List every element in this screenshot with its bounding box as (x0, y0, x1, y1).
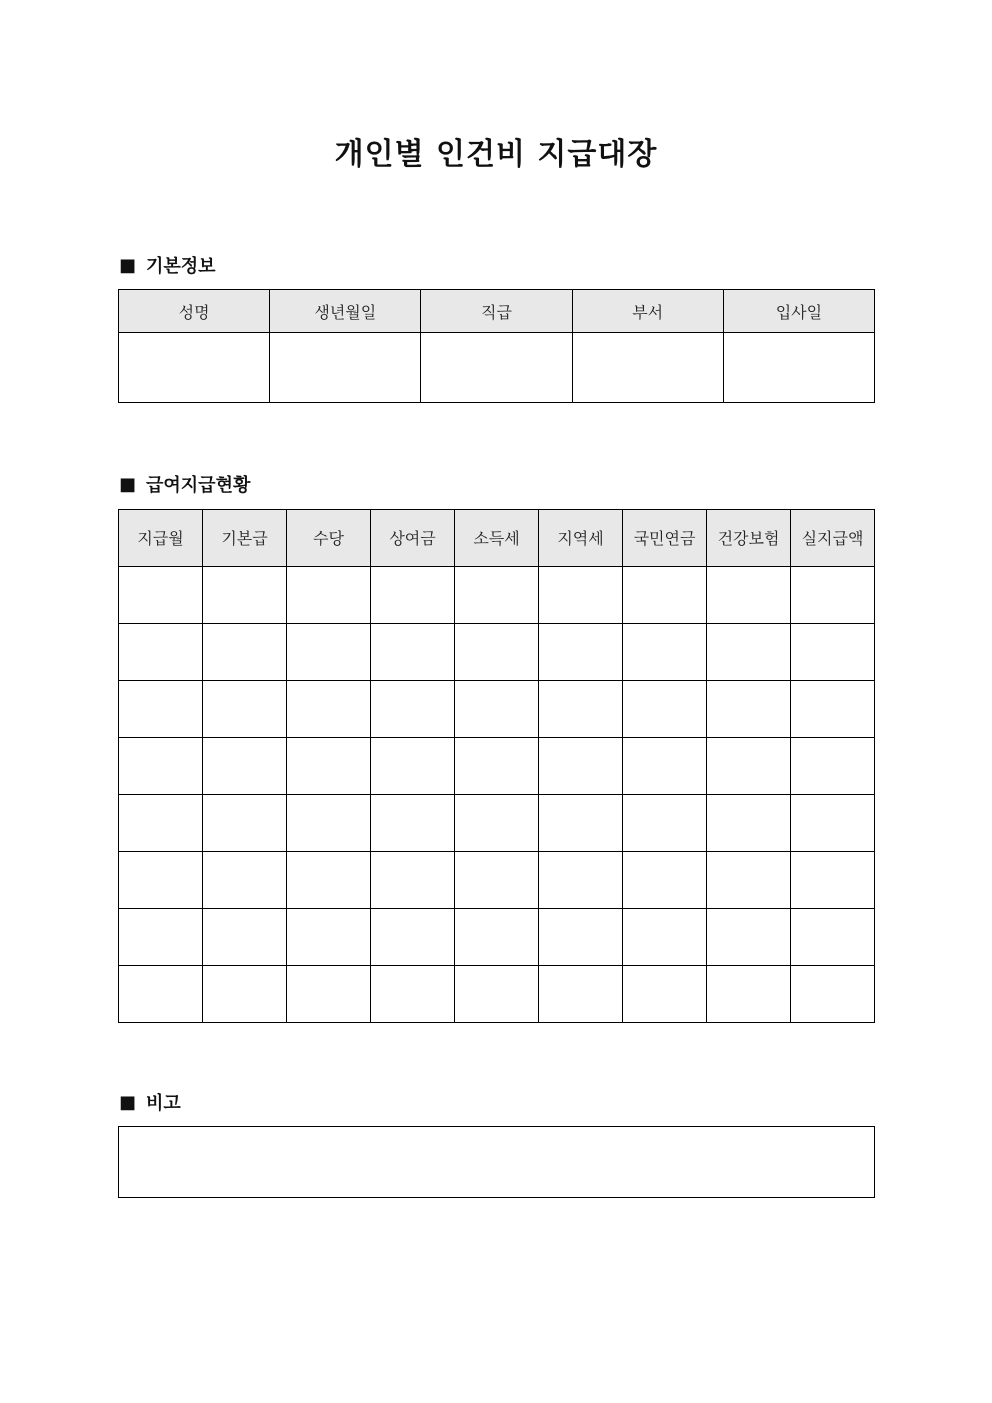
table-cell[interactable] (623, 909, 707, 966)
table-cell[interactable] (203, 852, 287, 909)
header-national-pension: 국민연금 (623, 510, 707, 567)
table-cell[interactable] (203, 624, 287, 681)
table-row (119, 966, 875, 1023)
table-cell[interactable] (287, 567, 371, 624)
header-name: 성명 (119, 290, 270, 333)
table-cell[interactable] (539, 909, 623, 966)
header-department: 부서 (572, 290, 723, 333)
table-cell[interactable] (539, 681, 623, 738)
header-health-insurance: 건강보험 (707, 510, 791, 567)
table-cell[interactable] (539, 966, 623, 1023)
table-row (119, 624, 875, 681)
table-cell[interactable] (707, 852, 791, 909)
header-local-tax: 지역세 (539, 510, 623, 567)
table-cell[interactable] (539, 567, 623, 624)
table-cell[interactable] (203, 567, 287, 624)
table-cell[interactable] (707, 966, 791, 1023)
table-cell[interactable] (707, 909, 791, 966)
basic-info-table (118, 289, 875, 403)
table-cell[interactable] (539, 795, 623, 852)
table-cell[interactable] (287, 738, 371, 795)
table-cell[interactable] (539, 852, 623, 909)
section-pay-status-title: 급여지급현황 (146, 475, 251, 496)
table-cell[interactable] (623, 567, 707, 624)
table-cell[interactable] (119, 681, 203, 738)
header-birthdate: 생년월일 (270, 290, 421, 333)
section-remarks-heading (119, 1089, 181, 1115)
table-cell[interactable] (371, 681, 455, 738)
pay-status-body (119, 567, 875, 1023)
table-cell[interactable] (455, 624, 539, 681)
section-remarks-title: 비고 (146, 1093, 181, 1114)
table-cell[interactable] (539, 624, 623, 681)
header-base-salary: 기본급 (203, 510, 287, 567)
table-cell[interactable] (707, 624, 791, 681)
table-cell[interactable] (203, 909, 287, 966)
header-position: 직급 (421, 290, 572, 333)
table-header-row (119, 290, 875, 333)
table-cell[interactable] (791, 909, 875, 966)
pay-status-table (118, 509, 875, 1023)
table-cell[interactable] (455, 966, 539, 1023)
table-cell[interactable] (791, 624, 875, 681)
table-cell[interactable] (371, 567, 455, 624)
table-cell[interactable] (371, 966, 455, 1023)
table-cell[interactable] (371, 795, 455, 852)
table-cell[interactable] (791, 738, 875, 795)
table-cell[interactable] (791, 966, 875, 1023)
section-pay-status-heading (119, 471, 250, 497)
table-cell[interactable] (203, 738, 287, 795)
header-hire-date: 입사일 (723, 290, 874, 333)
table-cell[interactable] (287, 909, 371, 966)
remarks-box[interactable] (118, 1126, 875, 1198)
document-title: 개인별 인건비 지급대장 (334, 137, 658, 172)
table-cell[interactable] (371, 738, 455, 795)
table-cell[interactable] (203, 966, 287, 1023)
table-row (119, 333, 875, 403)
table-row (119, 738, 875, 795)
header-net-pay: 실지급액 (791, 510, 875, 567)
table-cell[interactable] (203, 795, 287, 852)
table-cell[interactable] (371, 624, 455, 681)
table-cell[interactable] (623, 624, 707, 681)
table-cell[interactable] (119, 738, 203, 795)
cell-birthdate[interactable] (270, 333, 421, 403)
table-cell[interactable] (455, 909, 539, 966)
table-cell[interactable] (707, 681, 791, 738)
table-cell[interactable] (287, 852, 371, 909)
table-row (119, 909, 875, 966)
table-cell[interactable] (119, 966, 203, 1023)
section-basic-info-title: 기본정보 (146, 256, 216, 277)
table-cell[interactable] (455, 795, 539, 852)
table-cell[interactable] (707, 795, 791, 852)
table-cell[interactable] (287, 624, 371, 681)
table-cell[interactable] (287, 966, 371, 1023)
table-cell[interactable] (287, 681, 371, 738)
table-cell[interactable] (455, 567, 539, 624)
table-cell[interactable] (119, 567, 203, 624)
cell-position[interactable] (421, 333, 572, 403)
table-cell[interactable] (623, 966, 707, 1023)
table-cell[interactable] (119, 795, 203, 852)
table-cell[interactable] (623, 681, 707, 738)
table-cell[interactable] (623, 795, 707, 852)
table-cell[interactable] (287, 795, 371, 852)
header-pay-month: 지급월 (119, 510, 203, 567)
table-cell[interactable] (539, 738, 623, 795)
table-cell[interactable] (623, 738, 707, 795)
table-cell[interactable] (119, 624, 203, 681)
table-cell[interactable] (203, 681, 287, 738)
table-row (119, 567, 875, 624)
square-bullet-icon: ■ (119, 1091, 137, 1113)
table-cell[interactable] (119, 909, 203, 966)
table-cell[interactable] (791, 795, 875, 852)
table-row (119, 795, 875, 852)
table-cell[interactable] (707, 738, 791, 795)
table-cell[interactable] (707, 567, 791, 624)
header-income-tax: 소득세 (455, 510, 539, 567)
table-cell[interactable] (791, 852, 875, 909)
cell-hire-date[interactable] (723, 333, 874, 403)
header-allowance: 수당 (287, 510, 371, 567)
table-cell[interactable] (455, 738, 539, 795)
cell-name[interactable] (119, 333, 270, 403)
square-bullet-icon: ■ (119, 254, 137, 276)
table-cell[interactable] (791, 567, 875, 624)
cell-department[interactable] (572, 333, 723, 403)
section-basic-info-heading (119, 252, 216, 278)
table-row (119, 681, 875, 738)
table-cell[interactable] (623, 852, 707, 909)
table-cell[interactable] (371, 852, 455, 909)
table-cell[interactable] (455, 852, 539, 909)
table-header-row (119, 510, 875, 567)
table-cell[interactable] (455, 681, 539, 738)
table-cell[interactable] (371, 909, 455, 966)
table-cell[interactable] (791, 681, 875, 738)
table-row (119, 852, 875, 909)
table-cell[interactable] (119, 852, 203, 909)
header-bonus: 상여금 (371, 510, 455, 567)
square-bullet-icon: ■ (119, 473, 137, 495)
